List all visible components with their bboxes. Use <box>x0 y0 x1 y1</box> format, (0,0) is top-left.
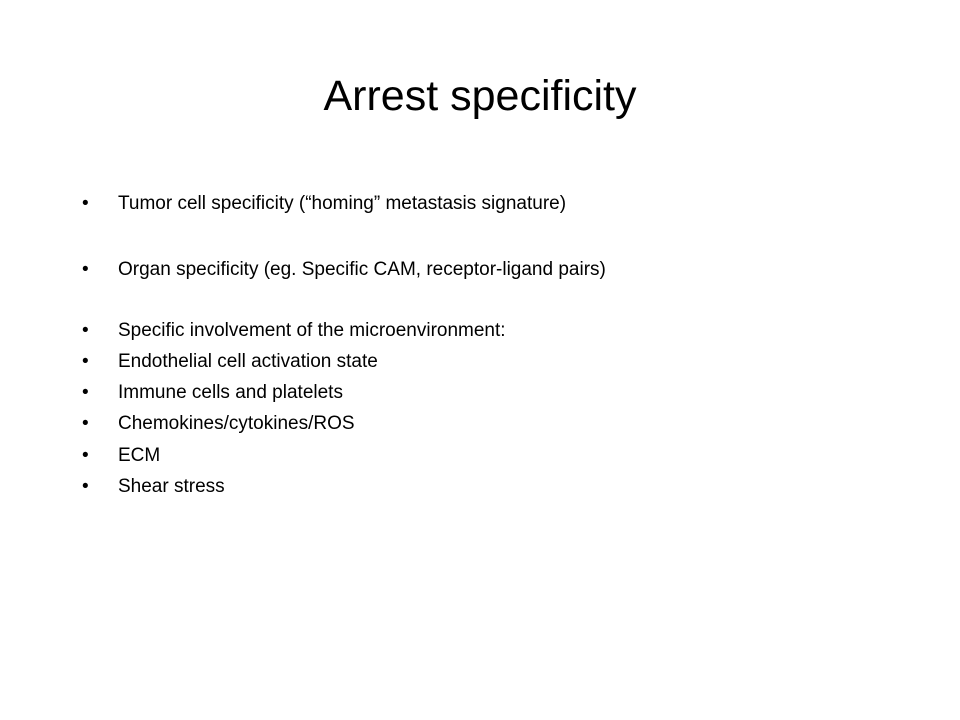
bullet-text: Specific involvement of the microenvironment: <box>118 320 506 341</box>
bullet-mark: • <box>82 259 89 280</box>
bullet-mark: • <box>82 320 89 341</box>
bullet-item-tumor-cell-specificity <box>82 192 566 216</box>
bullet-item-microenvironment <box>82 319 506 343</box>
bullet-item-shear-stress <box>82 475 225 499</box>
bullet-item-chemokines <box>82 412 355 436</box>
bullet-text: Shear stress <box>118 476 225 497</box>
bullet-item-immune-cells-platelets <box>82 381 343 405</box>
bullet-text: ECM <box>118 445 161 466</box>
bullet-text: Organ specificity (eg. Specific CAM, receptor-ligand pairs) <box>118 259 606 280</box>
bullet-mark: • <box>82 413 89 434</box>
bullet-item-ecm <box>82 444 160 468</box>
slide-title: Arrest specificity <box>323 72 637 120</box>
bullet-text: Tumor cell specificity (“homing” metastasis signature) <box>118 193 567 214</box>
bullet-text: Chemokines/cytokines/ROS <box>118 413 355 434</box>
bullet-mark: • <box>82 193 89 214</box>
bullet-text: Endothelial cell activation state <box>118 351 378 372</box>
bullet-text: Immune cells and platelets <box>118 382 343 403</box>
bullet-item-organ-specificity <box>82 258 606 282</box>
bullet-mark: • <box>82 445 89 466</box>
bullet-mark: • <box>82 351 89 372</box>
bullet-mark: • <box>82 476 89 497</box>
bullet-mark: • <box>82 382 89 403</box>
bullet-item-endothelial-activation <box>82 350 378 374</box>
